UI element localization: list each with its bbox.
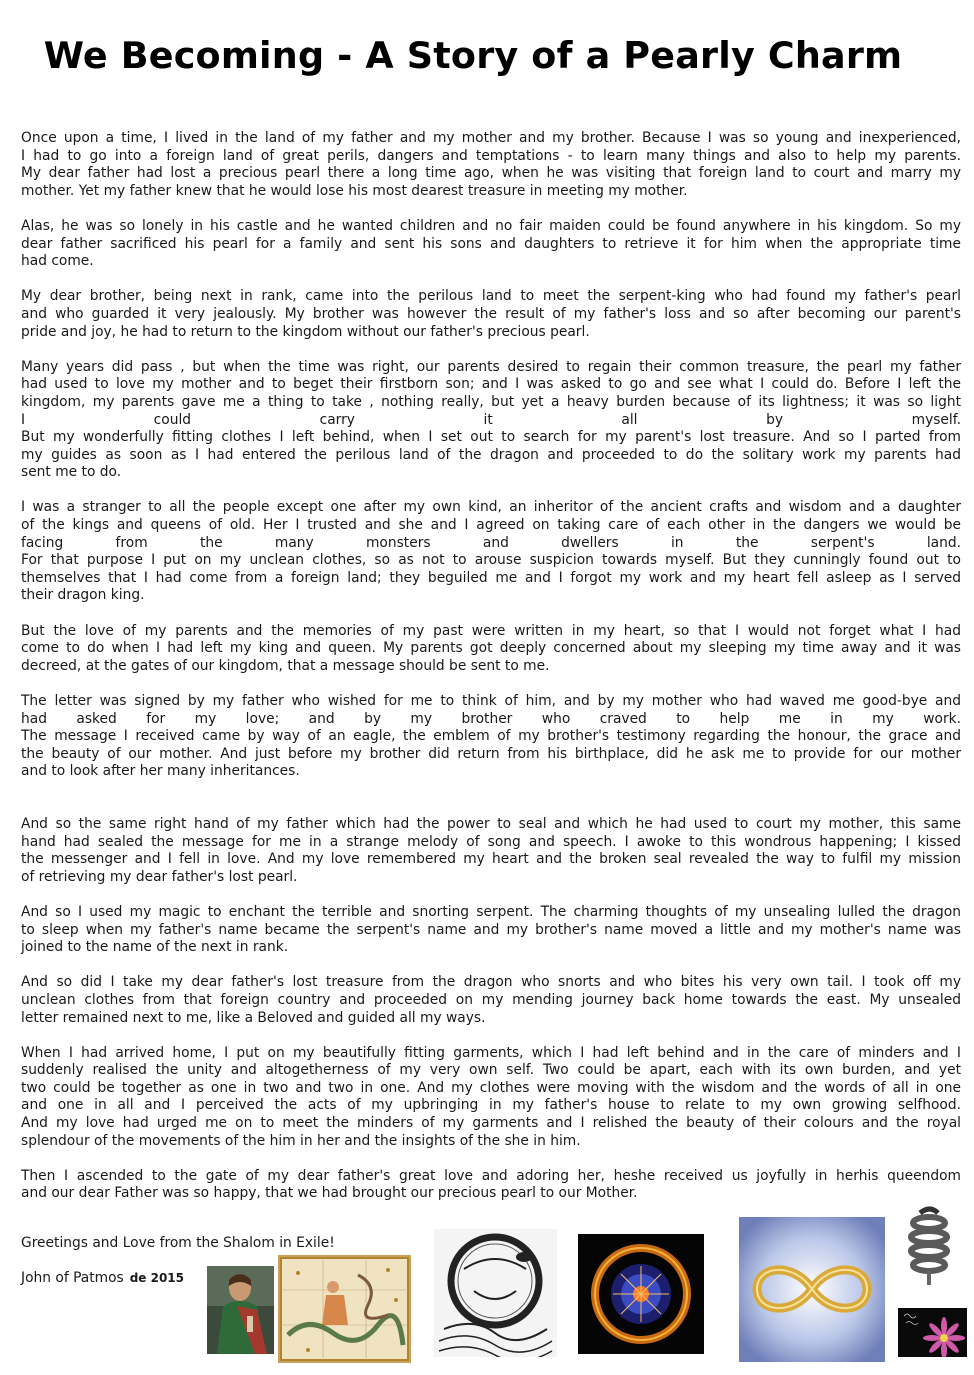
story-line: hand had sealed the message for me in a strange melody of song and speech. I awoke to this wondrous happening; I kissed <box>21 833 961 850</box>
author-year: de 2015 <box>129 1271 185 1285</box>
story-line: suddenly realised the unity and altogetherness of my very own self. Two could be apart, each with its own burden, and yet <box>21 1062 961 1079</box>
story-body <box>21 130 961 1221</box>
story-paragraph <box>21 693 961 781</box>
saint-john-painting <box>207 1266 274 1354</box>
author-signature <box>21 1270 184 1286</box>
story-line: letter remained next to me, like a Beloved and guided all my ways. <box>21 1009 486 1026</box>
story-line: I could carry it all by myself. <box>21 411 961 428</box>
story-line: And so the same right hand of my father which had the power to seal and which he had used to court my mother, this same <box>21 815 961 832</box>
ouroboros-engraving <box>434 1229 557 1357</box>
story-line: and who guarded it very jealously. My brother was however the result of my father's loss and so after becoming our parent's <box>21 305 961 322</box>
author-name: John of Patmos <box>21 1270 124 1286</box>
story-line: to sleep when my father's name became the serpent's name and my brother's name moved a little and my mother's name was <box>21 921 961 938</box>
story-line: kingdom, my parents gave me a thing to take , nothing really, but yet a heavy burden because of its lightness; it was so light <box>21 393 961 410</box>
story-line: I was a stranger to all the people except one after my own kind, an inheritor of the ancient crafts and wisdom and a daughter <box>21 499 961 516</box>
story-line: But my wonderfully fitting clothes I left behind, when I set out to search for my parent's lost treasure. And so I parted from <box>21 429 961 446</box>
story-line: Many years did pass , but when the time was right, our parents desired to regain their common treasure, the pearl my father <box>21 358 961 375</box>
story-line: and our dear Father was so happy, that we had brought our precious pearl to our Mother. <box>21 1185 638 1202</box>
story-paragraph <box>21 1045 961 1151</box>
story-line: pride and joy, he had to return to the kingdom without our father's precious pearl. <box>21 323 590 340</box>
story-paragraph <box>21 816 961 886</box>
story-line: of the kings and queens of old. Her I trusted and she and I agreed on taking care of each other in the dangers we would be <box>21 517 961 534</box>
story-line: mother. Yet my father knew that he would lose his most dearest treasure in meeting my mother. <box>21 182 688 199</box>
story-line: themselves that I had come from a foreign land; they beguiled me and I forgot my work and my heart fell asleep as I served <box>21 569 961 586</box>
story-line: the messenger and I fell in love. And my love remembered my heart and the broken seal revealed the way to fulfil my mission <box>21 851 961 868</box>
story-paragraph <box>21 288 961 341</box>
story-line: unclean clothes from that foreign country and proceeded on my mending journey back home towards the east. My unsealed <box>21 991 961 1008</box>
story-line: And so did I take my dear father's lost treasure from the dragon who snorts and who bites his very own tail. I took off my <box>21 974 961 991</box>
story-line: my guides as soon as I had entered the perilous land of the dragon and proceeded to do the solitary work my parents had <box>21 446 961 463</box>
story-paragraph <box>21 623 961 676</box>
pink-flower-card <box>898 1308 967 1357</box>
story-paragraph <box>21 904 961 957</box>
story-line: had used to love my mother and to beget their firstborn son; and I was asked to go and see what I could do. Before I left the <box>21 376 961 393</box>
story-line: My dear father had lost a precious pearl there a long time ago, when he was visiting that foreign land to court and marry my <box>21 165 961 182</box>
story-line: sent me to do. <box>21 464 122 481</box>
story-line: facing from the many monsters and dwellers in the serpent's land. <box>21 534 961 551</box>
story-line: And my love had urged me on to meet the minders of my garments and I relished the beauty of their colours and the royal <box>21 1115 961 1132</box>
story-line: For that purpose I put on my unclean clothes, so as not to arouse suspicion towards myself. But they cunningly found out to <box>21 552 961 569</box>
story-line: Then I ascended to the gate of my dear father's great love and adoring her, heshe received us joyfully in herhis queendom <box>21 1167 961 1184</box>
story-line: The letter was signed by my father who wished for me to think of him, and by my mother who had waved me good-bye and <box>21 693 961 709</box>
story-line: Alas, he was so lonely in his castle and he wanted children and no fair maiden could be found anywhere in his kingdom. So my <box>21 217 961 234</box>
story-line: come to do when I had left my king and queen. My parents got deeply concerned about my sleeping my time away and it was <box>21 640 961 657</box>
fiery-ouroboros-ring <box>578 1234 704 1354</box>
story-line: dear father sacrificed his pearl for a family and sent his sons and daughters to retrieve it for him when the appropriate time <box>21 235 961 252</box>
story-paragraph <box>21 359 961 482</box>
story-line: joined to the name of the next in rank. <box>21 939 289 956</box>
story-line: had asked for my love; and by my brother who craved to help me in my work. <box>21 710 961 727</box>
story-paragraph <box>21 130 961 200</box>
story-line: two could be together as one in two and two in one. And my clothes were moving with the wisdom and the words of all in one <box>21 1079 961 1096</box>
story-line: of retrieving my dear father's lost pearl. <box>21 868 298 885</box>
story-line: decreed, at the gates of our kingdom, that a message should be sent to me. <box>21 657 550 674</box>
infinity-symbol <box>739 1217 885 1362</box>
aquarius-serpent-tile <box>278 1255 411 1363</box>
story-line: splendour of the movements of the him in her and the insights of the she in him. <box>21 1132 581 1149</box>
story-line: Once upon a time, I lived in the land of my father and my mother and my brother. Because I was so young and inexperienced, <box>21 130 961 146</box>
story-line: And so I used my magic to enchant the terrible and snorting serpent. The charming thoughts of my unsealing lulled the dragon <box>21 903 961 920</box>
story-line: the beauty of our mother. And just before my brother did return from his birthplace, did he ask me to provide for our mother <box>21 745 961 762</box>
story-line: When I had arrived home, I put on my beautifully fitting garments, which I had left behind and in the care of minders and I <box>21 1044 961 1061</box>
story-line: and one in all and I perceived the acts of my upbringing in my father's house to relate to my own growing selfhood. <box>21 1097 961 1114</box>
story-paragraph <box>21 974 961 1027</box>
coiled-serpent <box>900 1205 958 1290</box>
story-line: My dear brother, being next in rank, came into the perilous land to meet the serpent-king who had found my father's pearl <box>21 288 961 305</box>
story-paragraph <box>21 218 961 271</box>
story-line: their dragon king. <box>21 587 145 604</box>
page-title: We Becoming - A Story of a Pearly Charm <box>43 34 903 77</box>
greeting-text: Greetings and Love from the Shalom in Exile! <box>21 1235 335 1251</box>
story-line: I had to go into a foreign land of great perils, dangers and temptations - to learn many things and also to help my parents. <box>21 147 961 164</box>
story-line: But the love of my parents and the memories of my past were written in my heart, so that I would not forget what I had <box>21 622 961 639</box>
story-line: The message I received came by way of an eagle, the emblem of my brother's testimony regarding the honour, the grace and <box>21 728 961 745</box>
story-line: had come. <box>21 253 94 270</box>
story-line: and to look after her many inheritances. <box>21 763 300 780</box>
story-paragraph <box>21 1168 961 1203</box>
story-paragraph <box>21 499 961 605</box>
